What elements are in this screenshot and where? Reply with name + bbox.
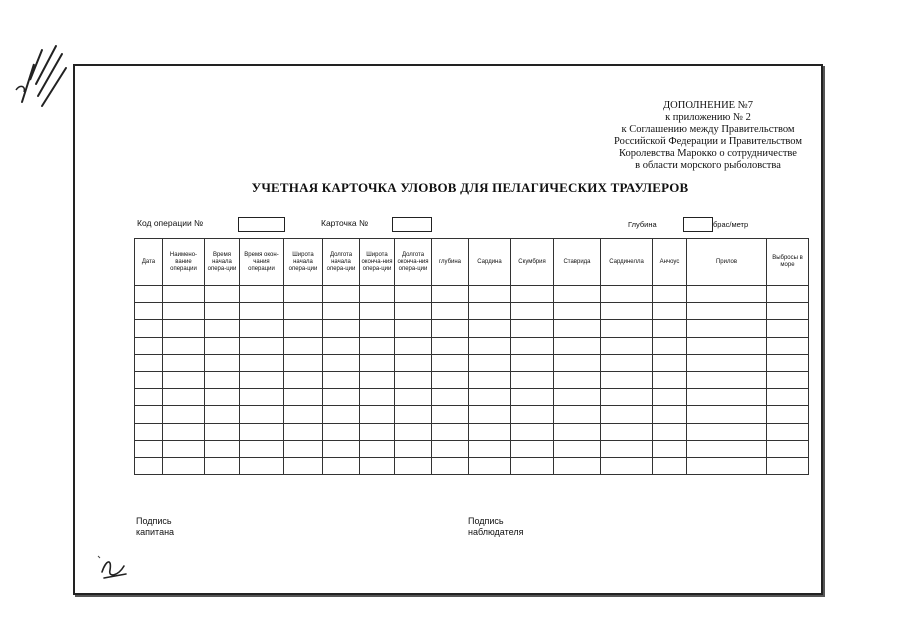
table-cell[interactable]: [469, 354, 511, 371]
table-cell[interactable]: [205, 440, 240, 457]
table-cell[interactable]: [395, 457, 432, 474]
column-header-end-longitude: Долгота оконча-ния опера-ции: [395, 239, 432, 286]
table-cell[interactable]: [687, 423, 767, 440]
table-cell[interactable]: [469, 337, 511, 354]
table-cell[interactable]: [601, 371, 653, 388]
table-cell[interactable]: [511, 371, 554, 388]
table-row: [135, 457, 809, 474]
catch-table: [134, 238, 809, 475]
table-cell[interactable]: [163, 354, 205, 371]
table-cell[interactable]: [432, 423, 469, 440]
table-cell[interactable]: [653, 286, 687, 303]
table-cell[interactable]: [511, 406, 554, 423]
table-cell[interactable]: [511, 320, 554, 337]
table-cell[interactable]: [554, 440, 601, 457]
column-header-end-latitude: Широта оконча-ния опера-ции: [360, 239, 395, 286]
table-cell[interactable]: [360, 354, 395, 371]
table-cell[interactable]: [135, 389, 163, 406]
table-cell[interactable]: [240, 354, 284, 371]
table-cell[interactable]: [767, 354, 809, 371]
table-cell[interactable]: [687, 337, 767, 354]
table-cell[interactable]: [135, 423, 163, 440]
table-cell[interactable]: [205, 389, 240, 406]
table-cell[interactable]: [432, 286, 469, 303]
table-cell[interactable]: [284, 354, 323, 371]
table-cell[interactable]: [163, 337, 205, 354]
table-cell[interactable]: [687, 371, 767, 388]
table-cell[interactable]: [135, 320, 163, 337]
table-cell[interactable]: [205, 354, 240, 371]
table-cell[interactable]: [767, 406, 809, 423]
table-cell[interactable]: [205, 320, 240, 337]
table-cell[interactable]: [687, 457, 767, 474]
observer-signature: [468, 516, 523, 538]
table-cell[interactable]: [767, 320, 809, 337]
table-cell[interactable]: [554, 286, 601, 303]
table-cell[interactable]: [511, 457, 554, 474]
column-header-depth: глубина: [432, 239, 469, 286]
table-cell[interactable]: [323, 303, 360, 320]
table-cell[interactable]: [360, 320, 395, 337]
column-header-sardinella: Сардинелла: [601, 239, 653, 286]
column-header-start-latitude: Широта начала опера-ции: [284, 239, 323, 286]
table-cell[interactable]: [767, 303, 809, 320]
table-cell[interactable]: [135, 337, 163, 354]
table-row: [135, 354, 809, 371]
table-cell[interactable]: [323, 286, 360, 303]
table-cell[interactable]: [205, 286, 240, 303]
table-cell[interactable]: [395, 337, 432, 354]
handwritten-page-number: [12, 44, 68, 114]
table-cell[interactable]: [653, 320, 687, 337]
table-cell[interactable]: [653, 389, 687, 406]
table-cell[interactable]: [360, 440, 395, 457]
table-cell[interactable]: [601, 457, 653, 474]
table-cell[interactable]: [554, 389, 601, 406]
column-header-end-time: Время окон-чания операции: [240, 239, 284, 286]
table-cell[interactable]: [432, 371, 469, 388]
table-cell[interactable]: [323, 423, 360, 440]
table-cell[interactable]: [240, 320, 284, 337]
table-cell[interactable]: [511, 286, 554, 303]
table-cell[interactable]: [240, 389, 284, 406]
table-cell[interactable]: [323, 320, 360, 337]
table-cell[interactable]: [323, 389, 360, 406]
table-row: [135, 303, 809, 320]
table-cell[interactable]: [469, 457, 511, 474]
table-cell[interactable]: [601, 423, 653, 440]
table-cell[interactable]: [511, 423, 554, 440]
table-cell[interactable]: [767, 389, 809, 406]
table-cell[interactable]: [240, 423, 284, 440]
table-cell[interactable]: [601, 320, 653, 337]
table-cell[interactable]: [240, 337, 284, 354]
table-cell[interactable]: [432, 440, 469, 457]
table-cell[interactable]: [601, 440, 653, 457]
appendix-line: в области морского рыболовства: [635, 160, 781, 171]
table-cell[interactable]: [767, 337, 809, 354]
table-cell[interactable]: [554, 371, 601, 388]
table-cell[interactable]: [554, 406, 601, 423]
table-cell[interactable]: [284, 286, 323, 303]
table-cell[interactable]: [163, 457, 205, 474]
column-header-operation-name: Наимено-вание операции: [163, 239, 205, 286]
table-cell[interactable]: [554, 457, 601, 474]
table-cell[interactable]: [469, 440, 511, 457]
table-cell[interactable]: [205, 371, 240, 388]
column-header-discards: Выбросы в море: [767, 239, 809, 286]
table-cell[interactable]: [432, 354, 469, 371]
table-cell[interactable]: [284, 303, 323, 320]
table-cell[interactable]: [284, 337, 323, 354]
table-cell[interactable]: [469, 389, 511, 406]
operation-code-box[interactable]: [238, 217, 285, 232]
table-cell[interactable]: [395, 354, 432, 371]
table-cell[interactable]: [469, 286, 511, 303]
table-cell[interactable]: [767, 457, 809, 474]
table-cell[interactable]: [284, 406, 323, 423]
table-cell[interactable]: [687, 440, 767, 457]
table-cell[interactable]: [135, 406, 163, 423]
table-cell[interactable]: [205, 337, 240, 354]
table-cell[interactable]: [554, 354, 601, 371]
table-cell[interactable]: [687, 389, 767, 406]
table-cell[interactable]: [323, 440, 360, 457]
depth-box[interactable]: [683, 217, 713, 232]
table-cell[interactable]: [360, 457, 395, 474]
table-cell[interactable]: [284, 440, 323, 457]
table-cell[interactable]: [395, 406, 432, 423]
depth-unit-label: брас/метр: [713, 220, 749, 229]
table-cell[interactable]: [395, 286, 432, 303]
table-cell[interactable]: [511, 337, 554, 354]
table-cell[interactable]: [601, 389, 653, 406]
table-cell[interactable]: [469, 371, 511, 388]
table-cell[interactable]: [163, 320, 205, 337]
table-cell[interactable]: [360, 371, 395, 388]
table-cell[interactable]: [687, 320, 767, 337]
table-header-row: [135, 239, 809, 286]
table-cell[interactable]: [432, 457, 469, 474]
table-row: [135, 286, 809, 303]
table-cell[interactable]: [284, 320, 323, 337]
table-cell[interactable]: [135, 440, 163, 457]
table-cell[interactable]: [163, 423, 205, 440]
table-cell[interactable]: [432, 389, 469, 406]
table-cell[interactable]: [163, 371, 205, 388]
table-cell[interactable]: [469, 320, 511, 337]
table-cell[interactable]: [360, 406, 395, 423]
operation-code-label: Код операции №: [137, 218, 204, 228]
table-cell[interactable]: [511, 389, 554, 406]
table-cell[interactable]: [323, 354, 360, 371]
table-cell[interactable]: [767, 440, 809, 457]
table-cell[interactable]: [511, 440, 554, 457]
table-cell[interactable]: [205, 457, 240, 474]
table-cell[interactable]: [240, 371, 284, 388]
table-cell[interactable]: [240, 457, 284, 474]
table-cell[interactable]: [284, 371, 323, 388]
appendix-line: Королевства Марокко о сотрудничестве: [619, 148, 797, 159]
table-cell[interactable]: [323, 406, 360, 423]
table-cell[interactable]: [511, 354, 554, 371]
table-cell[interactable]: [554, 303, 601, 320]
table-cell[interactable]: [395, 423, 432, 440]
table-cell[interactable]: [163, 286, 205, 303]
table-cell[interactable]: [653, 337, 687, 354]
table-cell[interactable]: [767, 423, 809, 440]
table-cell[interactable]: [687, 286, 767, 303]
column-header-start-time: Время начала опера-ции: [205, 239, 240, 286]
table-cell[interactable]: [360, 389, 395, 406]
table-cell[interactable]: [554, 423, 601, 440]
table-cell[interactable]: [205, 406, 240, 423]
table-cell[interactable]: [601, 337, 653, 354]
card-number-box[interactable]: [392, 217, 432, 232]
table-cell[interactable]: [432, 320, 469, 337]
captain-signature-line2: капитана: [136, 527, 175, 537]
table-cell[interactable]: [135, 371, 163, 388]
table-cell[interactable]: [360, 337, 395, 354]
table-cell[interactable]: [601, 354, 653, 371]
table-cell[interactable]: [240, 286, 284, 303]
appendix-line: к приложению № 2: [665, 112, 751, 123]
table-cell[interactable]: [469, 406, 511, 423]
table-cell[interactable]: [284, 457, 323, 474]
appendix-line: Российской Федерации и Правительством: [613, 136, 802, 147]
table-cell[interactable]: [653, 406, 687, 423]
captain-signature-line1: Подпись: [136, 516, 172, 526]
table-cell[interactable]: [554, 337, 601, 354]
table-cell[interactable]: [395, 320, 432, 337]
table-cell[interactable]: [395, 389, 432, 406]
table-cell[interactable]: [360, 286, 395, 303]
appendix-line: ДОПОЛНЕНИЕ №7: [663, 100, 753, 111]
table-cell[interactable]: [163, 440, 205, 457]
table-cell[interactable]: [323, 371, 360, 388]
table-cell[interactable]: [554, 320, 601, 337]
table-row: [135, 371, 809, 388]
table-cell[interactable]: [653, 440, 687, 457]
table-cell[interactable]: [135, 303, 163, 320]
column-header-date: Дата: [135, 239, 163, 286]
table-cell[interactable]: [653, 303, 687, 320]
card-number-label: Карточка №: [321, 218, 369, 228]
table-cell[interactable]: [687, 406, 767, 423]
table-cell[interactable]: [653, 371, 687, 388]
table-cell[interactable]: [432, 337, 469, 354]
table-cell[interactable]: [205, 303, 240, 320]
table-cell[interactable]: [240, 303, 284, 320]
table-row: [135, 440, 809, 457]
table-cell[interactable]: [395, 440, 432, 457]
observer-signature-line2: наблюдателя: [468, 527, 524, 537]
captain-signature: [136, 516, 174, 538]
table-cell[interactable]: [601, 303, 653, 320]
table-cell[interactable]: [284, 389, 323, 406]
table-cell[interactable]: [511, 303, 554, 320]
table-cell[interactable]: [395, 303, 432, 320]
table-cell[interactable]: [601, 286, 653, 303]
table-cell[interactable]: [653, 423, 687, 440]
column-header-start-longitude: Долгота начала опера-ции: [323, 239, 360, 286]
appendix-header: [588, 100, 828, 172]
table-cell[interactable]: [653, 354, 687, 371]
appendix-line: к Соглашению между Правительством: [621, 124, 795, 135]
document-title: УЧЕТНАЯ КАРТОЧКА УЛОВОВ ДЛЯ ПЕЛАГИЧЕСКИХ ТРАУЛЕРОВ: [251, 180, 689, 195]
table-cell[interactable]: [469, 303, 511, 320]
table-cell[interactable]: [767, 371, 809, 388]
table-cell[interactable]: [360, 303, 395, 320]
observer-signature-line1: Подпись: [468, 516, 504, 526]
table-cell[interactable]: [360, 423, 395, 440]
table-cell[interactable]: [163, 406, 205, 423]
table-cell[interactable]: [469, 423, 511, 440]
table-cell[interactable]: [135, 286, 163, 303]
table-cell[interactable]: [323, 457, 360, 474]
table-cell[interactable]: [432, 406, 469, 423]
table-cell[interactable]: [135, 354, 163, 371]
table-cell[interactable]: [687, 354, 767, 371]
table-cell[interactable]: [432, 303, 469, 320]
column-header-anchovy: Анчоус: [653, 239, 687, 286]
table-row: [135, 389, 809, 406]
table-cell[interactable]: [395, 371, 432, 388]
table-cell[interactable]: [284, 423, 323, 440]
table-cell[interactable]: [240, 440, 284, 457]
table-row: [135, 423, 809, 440]
table-cell[interactable]: [163, 389, 205, 406]
table-cell[interactable]: [653, 457, 687, 474]
table-row: [135, 337, 809, 354]
table-row: [135, 320, 809, 337]
column-header-bycatch: Прилов: [687, 239, 767, 286]
column-header-sardine: Сардина: [469, 239, 511, 286]
table-cell[interactable]: [687, 303, 767, 320]
table-cell[interactable]: [323, 337, 360, 354]
table-row: [135, 406, 809, 423]
table-cell[interactable]: [601, 406, 653, 423]
table-cell[interactable]: [767, 286, 809, 303]
column-header-horse-mackerel: Ставрида: [554, 239, 601, 286]
column-header-mackerel: Скумбрия: [511, 239, 554, 286]
table-cell[interactable]: [163, 303, 205, 320]
depth-label: Глубина: [628, 220, 657, 229]
table-cell[interactable]: [135, 457, 163, 474]
table-cell[interactable]: [205, 423, 240, 440]
table-cell[interactable]: [240, 406, 284, 423]
